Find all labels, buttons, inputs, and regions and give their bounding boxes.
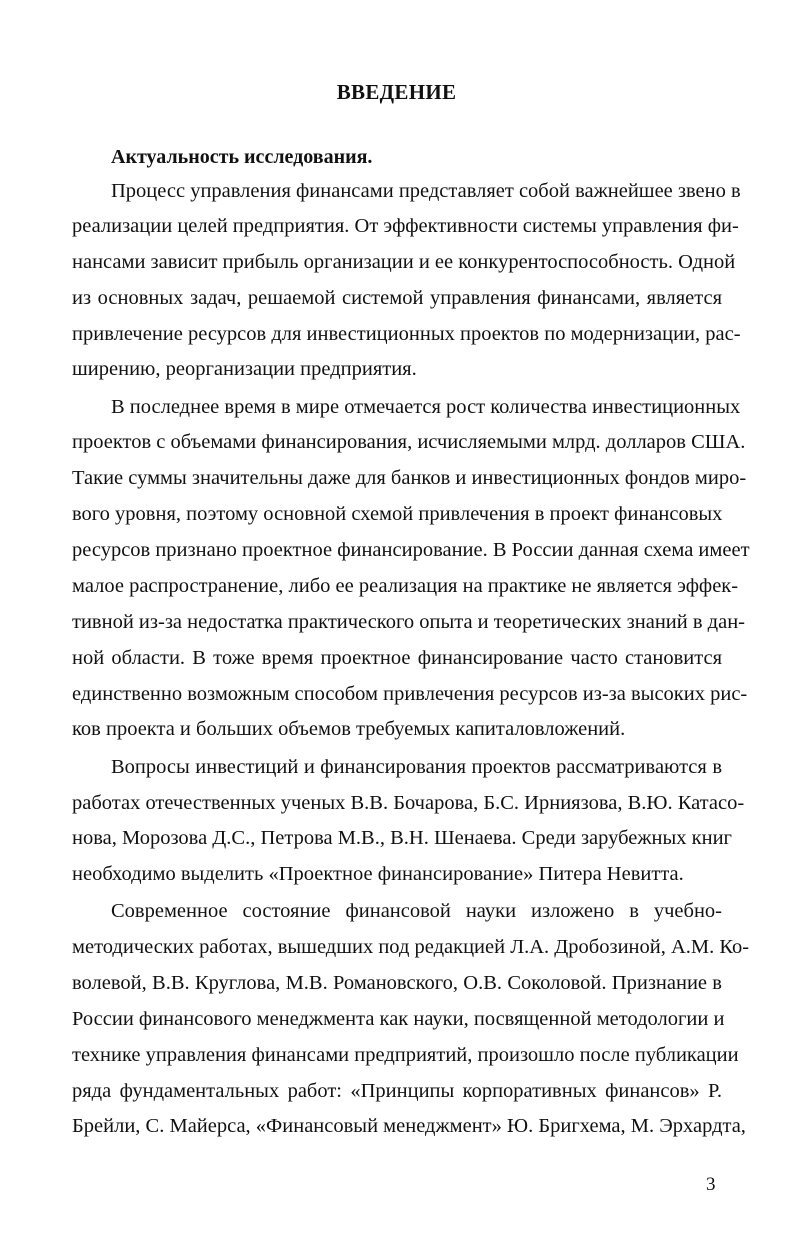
text-line: необходимо выделить «Проектное финансирование» Питера Невитта. bbox=[72, 863, 684, 885]
text-line: Такие суммы значительны даже для банков и инвестиционных фондов миро- bbox=[72, 467, 747, 489]
text-line: Брейли, С. Майерса, «Финансовый менеджмент» Ю. Бригхема, М. Эрхардта, bbox=[72, 1115, 746, 1137]
text-line: нова, Морозова Д.С., Петрова М.В., В.Н. Шенаева. Среди зарубежных книг bbox=[72, 827, 732, 849]
text-line: Современное состояние финансовой науки изложено в учебно- bbox=[111, 900, 722, 922]
text-line: технике управления финансами предприятий, произошло после публикации bbox=[72, 1044, 739, 1066]
text-line: нансами зависит прибыль организации и ее конкурентоспособность. Одной bbox=[72, 251, 736, 273]
text-line: методических работах, вышедших под редакцией Л.А. Дробозиной, А.М. Ко- bbox=[72, 936, 750, 958]
text-line: ширению, реорганизации предприятия. bbox=[72, 358, 417, 380]
text-line: вого уровня, поэтому основной схемой привлечения в проект финансовых bbox=[72, 503, 723, 525]
text-line: России финансового менеджмента как науки, посвященной методологии и bbox=[72, 1008, 725, 1030]
text-line: единственно возможным способом привлечения ресурсов из-за высоких рис- bbox=[72, 683, 748, 705]
text-line: малое распространение, либо ее реализация на практике не является эффек- bbox=[72, 575, 739, 597]
text-line: тивной из-за недостатка практического опыта и теоретических знаний в дан- bbox=[72, 611, 746, 633]
section-heading: Актуальность исследования. bbox=[111, 146, 373, 168]
text-line: ной области. В тоже время проектное финансирование часто становится bbox=[72, 647, 722, 669]
text-line: ряда фундаментальных работ: «Принципы корпоративных финансов» Р. bbox=[72, 1080, 722, 1102]
text-line: из основных задач, решаемой системой управления финансами, является bbox=[72, 287, 722, 309]
text-line: Вопросы инвестиций и финансирования проектов рассматриваются в bbox=[111, 756, 722, 778]
text-line: ков проекта и больших объемов требуемых капиталовложений. bbox=[72, 718, 626, 740]
text-line: привлечение ресурсов для инвестиционных проектов по модернизации, рас- bbox=[72, 323, 741, 345]
text-line: Процесс управления финансами представляет собой важнейшее звено в bbox=[111, 180, 741, 202]
text-line: В последнее время в мире отмечается рост количества инвестиционных bbox=[111, 396, 741, 418]
page-title: ВВЕДЕНИЕ bbox=[336, 80, 457, 104]
page-number: 3 bbox=[706, 1174, 716, 1195]
text-line: работах отечественных ученых В.В. Бочарова, Б.С. Ирниязова, В.Ю. Катасо- bbox=[72, 792, 745, 814]
text-line: ресурсов признано проектное финансирование. В России данная схема имеет bbox=[72, 539, 750, 561]
text-line: проектов с объемами финансирования, исчисляемыми млрд. долларов США. bbox=[72, 431, 746, 453]
text-line: волевой, В.В. Круглова, М.В. Романовского, О.В. Соколовой. Признание в bbox=[72, 972, 722, 994]
text-line: реализации целей предприятия. От эффективности системы управления фи- bbox=[72, 215, 739, 237]
